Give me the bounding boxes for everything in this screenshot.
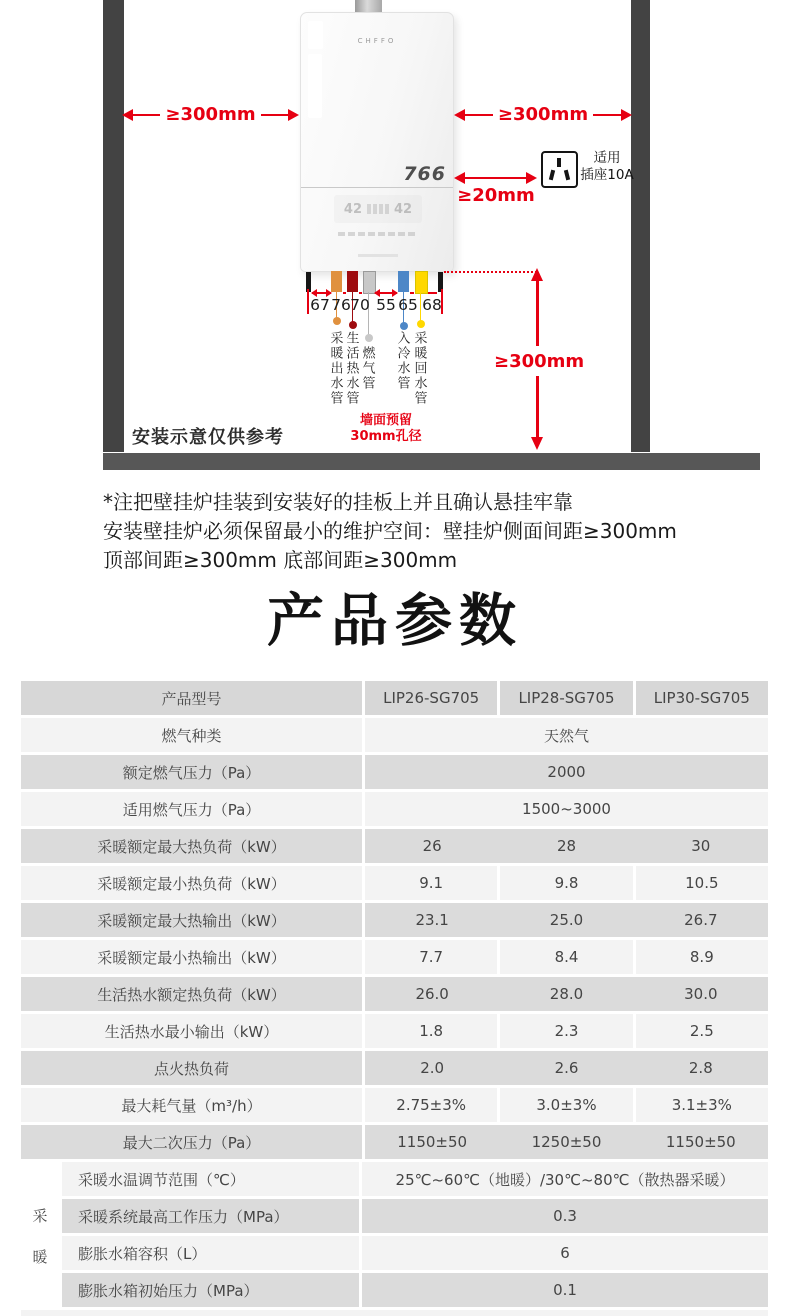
- pipe-label: 燃气管: [359, 346, 375, 391]
- row-span-value: 25℃~60℃（地暖）/30℃~80℃（散热器采暖）: [362, 1162, 768, 1196]
- diagram-disclaimer: 安装示意仅供参考: [132, 427, 284, 448]
- model-header: LIP30-SG705: [636, 681, 768, 715]
- row-value: 1.8: [365, 1014, 497, 1048]
- row-label: 生活热水最小输出（kW）: [21, 1014, 362, 1048]
- table-row: [62, 1236, 768, 1270]
- row-values: [365, 829, 768, 863]
- table-row: [62, 1199, 768, 1233]
- wall-hole-note-line2: 30mm孔径: [350, 429, 422, 444]
- pipe-area: [0, 0, 790, 475]
- row-value: 8.9: [636, 940, 768, 974]
- pipe-dot: [400, 322, 408, 330]
- dimension-arrow: [428, 292, 437, 294]
- table-group: [21, 1162, 768, 1310]
- row-values: [365, 866, 768, 900]
- dimension-arrow: [375, 292, 397, 294]
- pipe-label: 采暖回水管: [411, 331, 427, 406]
- row-label: 点火热负荷: [21, 1051, 362, 1085]
- install-note-line2: 安装壁挂炉必须保留最小的维护空间：壁挂炉侧面间距≥300mm: [103, 519, 677, 543]
- group-label-char: 采: [32, 1207, 48, 1225]
- lcd-digits: 42: [343, 201, 362, 217]
- dimension-arrow: [359, 292, 362, 294]
- row-value: 2.0: [365, 1051, 499, 1085]
- row-value: 10.5: [636, 866, 768, 900]
- row-values: [365, 1125, 768, 1159]
- table-row: [21, 1014, 768, 1048]
- row-label: 生活热水额定热负荷（kW）: [21, 977, 362, 1011]
- header-model-cells: [365, 681, 768, 715]
- boiler-display-mark: 766: [403, 163, 446, 185]
- row-label: 采暖额定最大热负荷（kW）: [21, 829, 362, 863]
- table-row: [21, 792, 768, 826]
- row-value: 2.3: [500, 1014, 632, 1048]
- wall-hole-note: [338, 413, 434, 445]
- table-row: [21, 1088, 768, 1122]
- pipe-stub: [398, 271, 409, 292]
- row-values: [365, 977, 768, 1011]
- row-label: 采暖额定最小热负荷（kW）: [21, 866, 362, 900]
- product-params-title: 产品参数: [267, 588, 523, 654]
- table-row: [62, 1162, 768, 1196]
- group-rows: [62, 1162, 768, 1310]
- row-value: 7.7: [365, 940, 497, 974]
- socket-clearance-label: ≥20mm: [457, 185, 535, 206]
- row-span-value: 1500~3000: [365, 792, 768, 826]
- row-value: 26.0: [365, 977, 499, 1011]
- table-row: [62, 1273, 768, 1307]
- install-note: [103, 488, 753, 575]
- dimension-arrow: [312, 292, 331, 294]
- pipe-measurement: 76: [331, 296, 351, 314]
- model-header: LIP28-SG705: [500, 681, 632, 715]
- row-value: 2.6: [499, 1051, 633, 1085]
- table-row: [21, 977, 768, 1011]
- pipe-dot: [365, 334, 373, 342]
- row-label: 额定燃气压力（Pa）: [21, 755, 362, 789]
- row-value: 1250±50: [499, 1125, 633, 1159]
- model-header: LIP26-SG705: [365, 681, 497, 715]
- table-row: [21, 718, 768, 752]
- table-row: [21, 755, 768, 789]
- row-value: 28: [499, 829, 633, 863]
- install-note-line3: 顶部间距≥300mm 底部间距≥300mm: [103, 548, 458, 572]
- row-span-value: 6: [362, 1236, 768, 1270]
- group-label-cell: [21, 1162, 59, 1310]
- row-value: 30: [634, 829, 768, 863]
- pipe-dot: [333, 317, 341, 325]
- pipe-label: 采暖出水管: [327, 331, 343, 406]
- row-value: 26: [365, 829, 499, 863]
- row-value: 2.75±3%: [365, 1088, 497, 1122]
- row-values: [365, 1014, 768, 1048]
- dimension-arrow: [410, 292, 414, 294]
- row-label: 最大二次压力（Pa）: [21, 1125, 362, 1159]
- row-label: 采暖额定最小热输出（kW）: [21, 940, 362, 974]
- row-value: 9.8: [500, 866, 632, 900]
- lcd-digits: 42: [394, 201, 413, 217]
- row-values: [365, 903, 768, 937]
- row-value: 25.0: [499, 903, 633, 937]
- table-row: [21, 1125, 768, 1159]
- pipe-measurement: 67: [310, 296, 330, 314]
- pipe-label: 入冷水管: [394, 331, 410, 391]
- dimension-arrow: [343, 292, 346, 294]
- row-values: [365, 940, 768, 974]
- row-value: 9.1: [365, 866, 497, 900]
- row-values: [365, 1088, 768, 1122]
- row-label: 膨胀水箱初始压力（MPa）: [62, 1273, 359, 1307]
- pipe-stub: [347, 271, 358, 292]
- pipe-stub: [415, 271, 428, 294]
- row-value: 30.0: [634, 977, 768, 1011]
- row-value: 8.4: [500, 940, 632, 974]
- spec-table: [21, 681, 768, 1310]
- table-row: [21, 1051, 768, 1085]
- boiler-brand-logo: CHFFO: [357, 37, 397, 45]
- pipe-measurement: 65: [398, 296, 418, 314]
- row-label: 采暖水温调节范围（℃）: [62, 1162, 359, 1196]
- pipe-dot: [349, 321, 357, 329]
- table-row: [21, 903, 768, 937]
- right-clearance-label: ≥300mm: [497, 104, 589, 125]
- row-label: 膨胀水箱容积（L）: [62, 1236, 359, 1270]
- pipe-measurement: 55: [376, 296, 396, 314]
- table-row: [21, 829, 768, 863]
- row-label: 适用燃气压力（Pa）: [21, 792, 362, 826]
- install-note-line1: *注把壁挂炉挂装到安装好的挂板上并且确认悬挂牢靠: [103, 490, 573, 514]
- pipe-dot: [417, 320, 425, 328]
- row-label: 采暖额定最大热输出（kW）: [21, 903, 362, 937]
- row-value: 28.0: [499, 977, 633, 1011]
- row-value: 23.1: [365, 903, 499, 937]
- table-row: [21, 940, 768, 974]
- row-value: 3.0±3%: [500, 1088, 632, 1122]
- table-next-row-sliver: [21, 1310, 768, 1316]
- row-value: 3.1±3%: [636, 1088, 768, 1122]
- socket-spec-line2: 插座10A: [580, 167, 634, 183]
- left-clearance-label: ≥300mm: [165, 104, 256, 125]
- table-header-row: [21, 681, 768, 715]
- row-value: 26.7: [634, 903, 768, 937]
- pipe-stub: [331, 271, 342, 292]
- row-label: 燃气种类: [21, 718, 362, 752]
- pipe-measurement: 70: [350, 296, 370, 314]
- row-value: 2.8: [634, 1051, 768, 1085]
- row-span-value: 0.1: [362, 1273, 768, 1307]
- pipe-measurement: 68: [422, 296, 442, 314]
- group-label-char: 暖: [32, 1248, 48, 1266]
- wall-hole-note-line1: 墙面预留: [359, 413, 412, 428]
- installation-diagram: [0, 0, 790, 475]
- header-label: 产品型号: [21, 681, 362, 715]
- row-values: [365, 1051, 768, 1085]
- row-label: 采暖系统最高工作压力（MPa）: [62, 1199, 359, 1233]
- row-span-value: 0.3: [362, 1199, 768, 1233]
- socket-spec-line1: 适用: [593, 150, 621, 166]
- pipe-label: 生活热水管: [343, 331, 359, 406]
- row-value: 1150±50: [365, 1125, 499, 1159]
- row-span-value: 天然气: [365, 718, 768, 752]
- row-value: 1150±50: [634, 1125, 768, 1159]
- row-span-value: 2000: [365, 755, 768, 789]
- bottom-clearance-label: ≥300mm: [494, 351, 585, 372]
- table-row: [21, 866, 768, 900]
- row-value: 2.5: [636, 1014, 768, 1048]
- row-label: 最大耗气量（m³/h）: [21, 1088, 362, 1122]
